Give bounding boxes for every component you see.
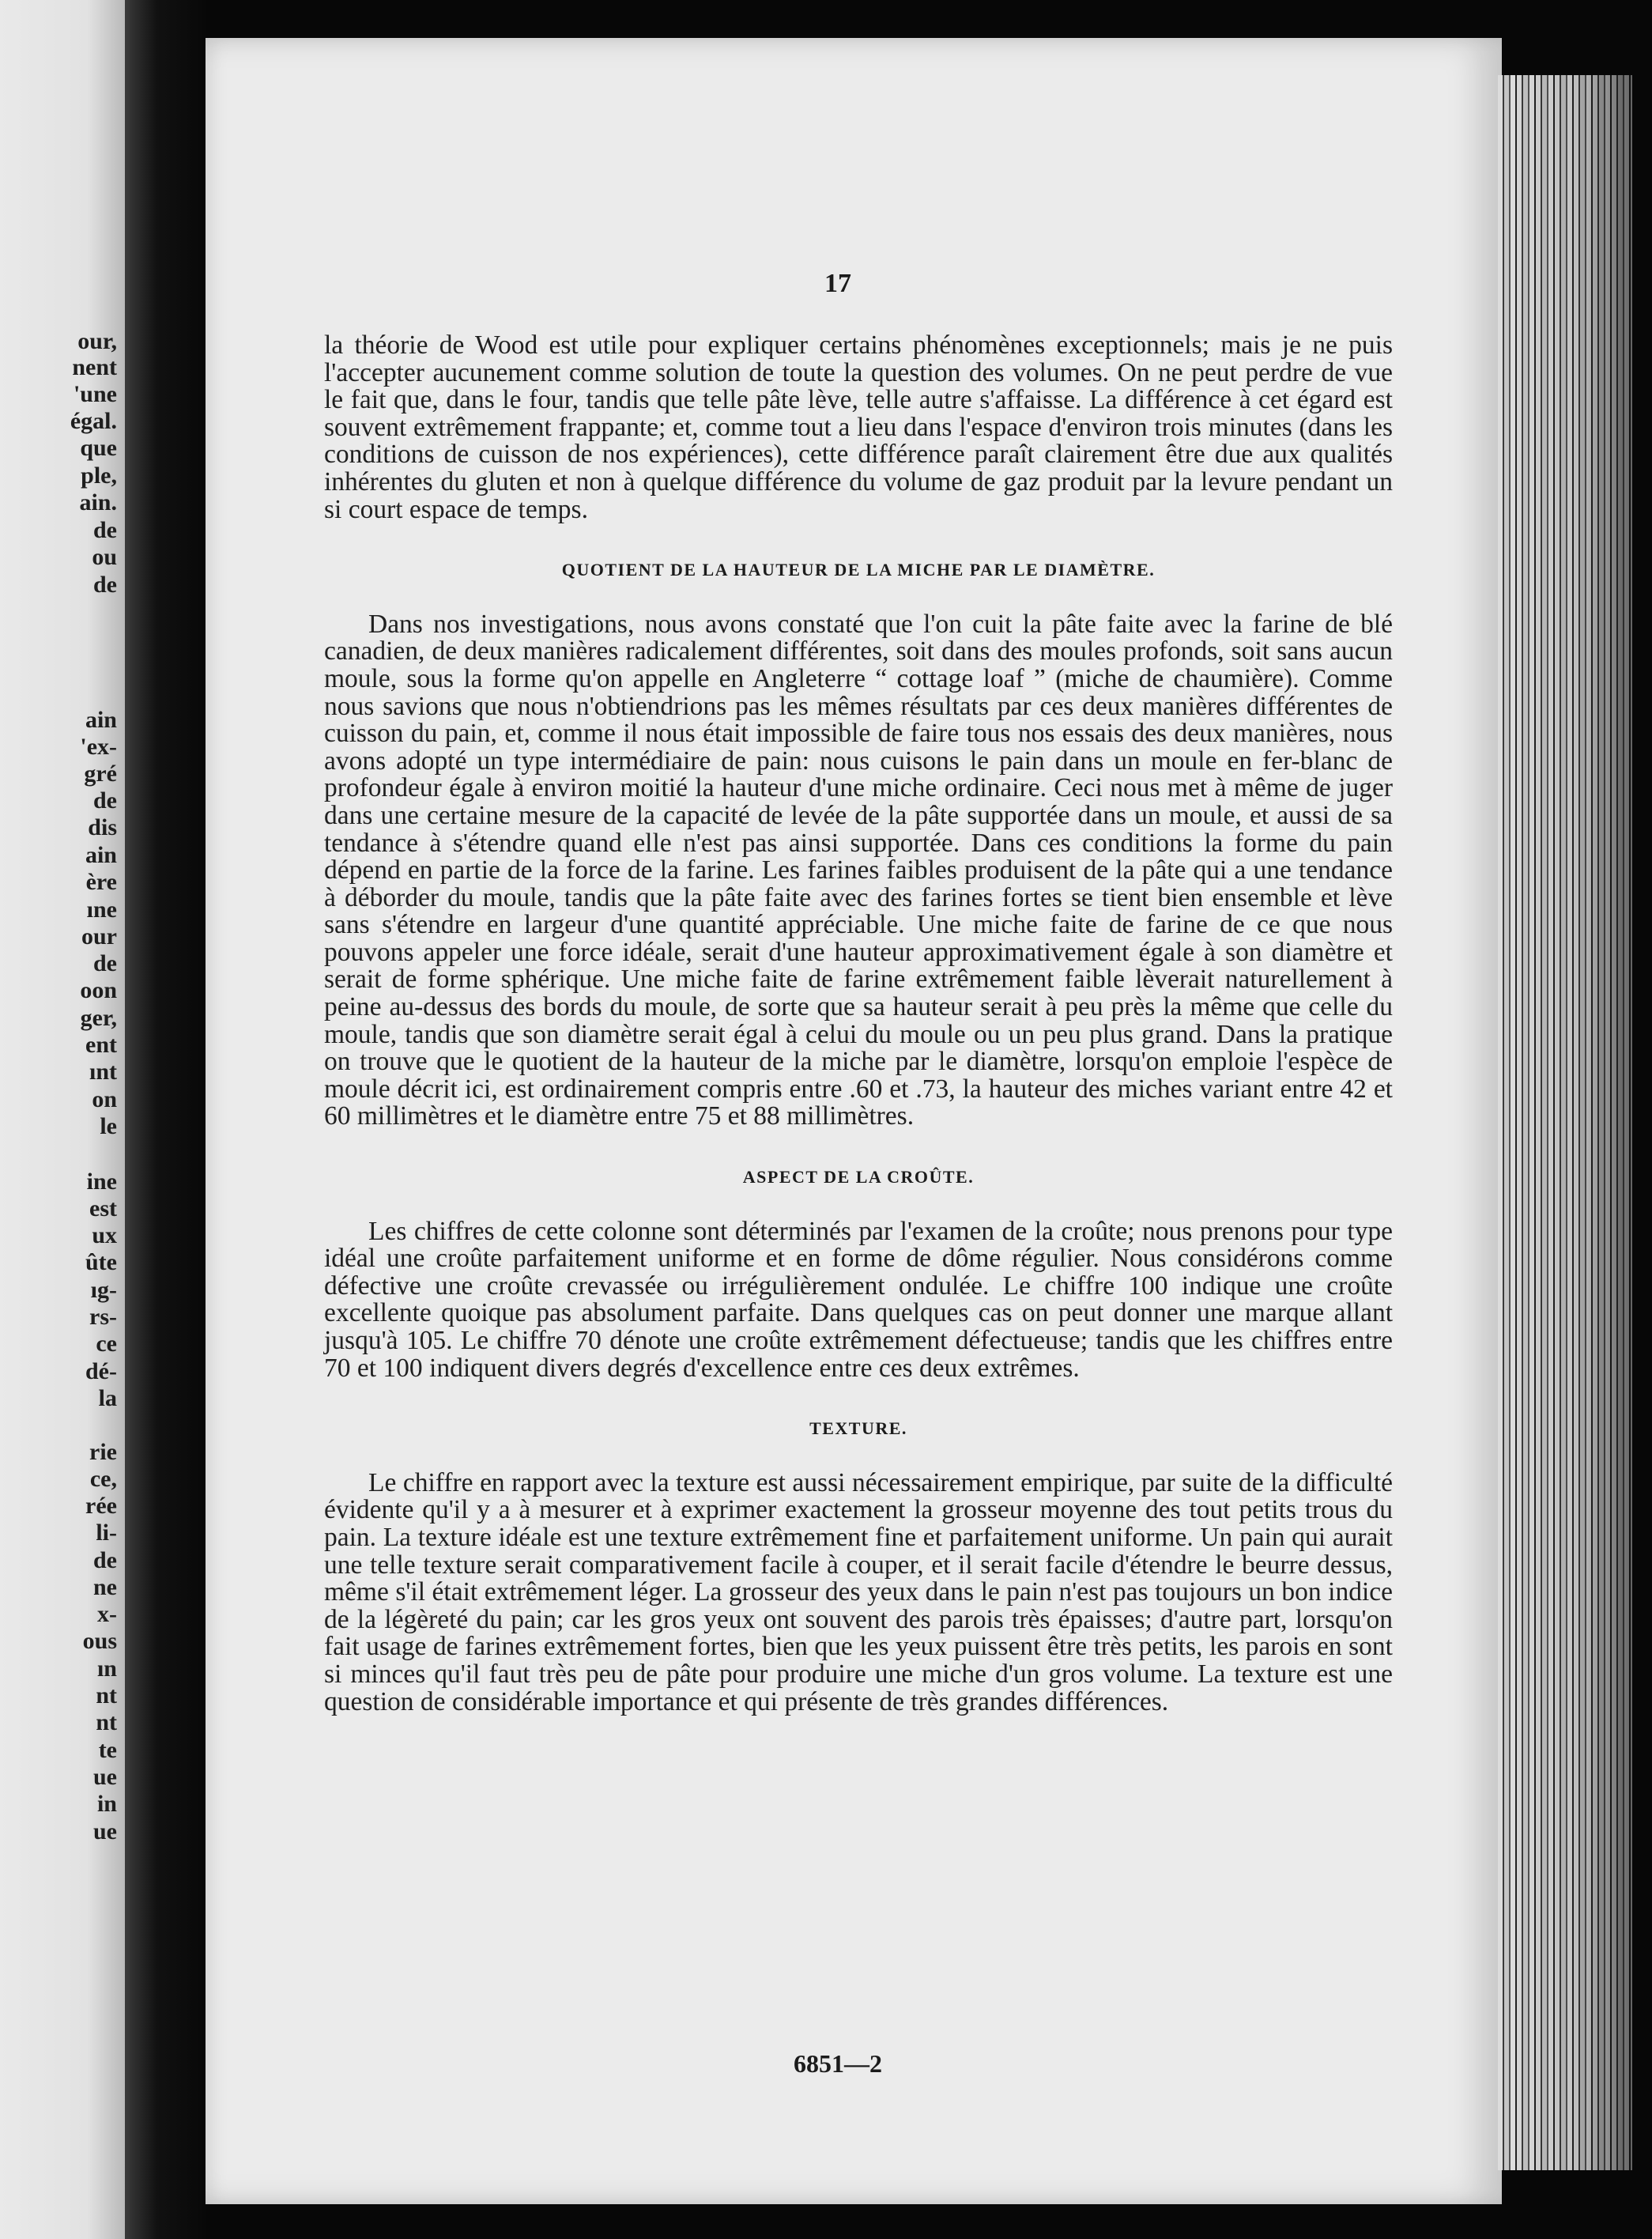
facing-page-fragment: ère — [85, 869, 117, 895]
section-heading: QUOTIENT DE LA HAUTEUR DE LA MICHE PAR LE DIAMÈTRE. — [561, 560, 1156, 580]
facing-page-fragment: our — [81, 923, 117, 950]
body-paragraph: Dans nos investigations, nous avons constaté que l'on cuit la pâte faite avec la farine de blé canadien, de deux manières radicalement différentes, soit dans des moules profonds, soit sans aucun moule, sous la forme qu'on appelle en Angleterre “ cottage loaf ” (miche de chaumière). Comme nous savions que nous n'obtiendrions pas les mêmes résultats par ces deux manières différentes de cuisson du pain, et, comme il nous était impossible de faire tous nos essais des deux manières, nous avons adopté un type intermédiaire de pain: nous cuisons le pain dans un moule en fer-blanc de profondeur égale à environ moitié la hauteur d'une miche ordinaire. Ceci nous met à même de juger dans une certaine mesure de la capacité de levée de la pâte supportée dans un moule, et aussi de sa tendance à s'étendre quand elle n'est pas ainsi supportée. Dans ces conditions la forme du pain dépend en partie de la force de la farine. Les farines faibles produisent de la pâte qui a une tendance à déborder du moule, tandis que la pâte faite avec des farines fortes se tient bien ensemble et lève sans s'étendre en largeur d'une quantité appréciable. Une miche faite de farine de ce que nous pouvons appeler une force idéale, serait d'une hauteur approximativement égale à son diamètre et serait de forme sphérique. Une miche faite de farine extrêmement faible lèverait naturellement à peine au-dessus des bords du moule, de sorte que sa hauteur serait à peu près la même que celle du moule, tandis que son diamètre serait égal à celui du moule ou un peu plus grand. Dans la pratique on trouve que le quotient de la hauteur de la miche par le diamètre, lorsqu'on emploie l'espèce de moule décrit ici, est ordinairement compris entre .60 et .73, la hauteur des miches variant entre 42 et 60 millimètres et le diamètre entre 75 et 88 millimètres. — [324, 609, 1393, 1131]
facing-page-fragment: ou — [92, 544, 117, 570]
facing-page-fragment: que — [80, 435, 117, 461]
page-body — [324, 332, 1393, 1716]
facing-page-fragment: rie — [89, 1439, 117, 1465]
facing-page-fragment: égal. — [70, 408, 117, 434]
facing-page-fragment: ce, — [89, 1466, 117, 1492]
facing-page-fragment: ue — [93, 1764, 117, 1790]
facing-page-fragment: dé- — [85, 1358, 117, 1384]
facing-page-fragment: de — [93, 950, 117, 976]
facing-page-fragment: est — [89, 1195, 117, 1221]
facing-page-fragment: x- — [97, 1601, 117, 1627]
facing-page-fragment: de — [93, 517, 117, 543]
facing-page-fragment: la — [98, 1385, 117, 1411]
facing-page-fragment: ın — [96, 1656, 117, 1682]
facing-page-fragment: 'une — [73, 381, 117, 407]
facing-page-fragment: gré — [84, 761, 117, 787]
facing-page-fragment: on — [92, 1086, 117, 1112]
facing-page-fragment: de — [93, 1547, 117, 1573]
facing-page-fragment: our, — [77, 328, 117, 354]
facing-page-fragment: te — [98, 1737, 117, 1763]
facing-page-fragment: rée — [85, 1493, 117, 1519]
facing-page-fragment: nt — [96, 1709, 117, 1735]
facing-page-fragment: le — [100, 1113, 117, 1139]
facing-page-fragment: ue — [93, 1818, 117, 1844]
page-number: 17 — [824, 269, 851, 298]
section-heading: TEXTURE. — [809, 1418, 907, 1439]
facing-page-fragment: ce — [96, 1331, 117, 1357]
facing-page-fragment: de — [93, 787, 117, 814]
facing-page-fragment: in — [96, 1791, 117, 1817]
facing-page-fragment: li- — [96, 1520, 117, 1546]
facing-page-fragment: ain — [85, 707, 117, 733]
facing-page-fragment: ıg- — [90, 1277, 117, 1303]
facing-page-fragment: ent — [85, 1032, 117, 1058]
body-paragraph: Le chiffre en rapport avec la texture est aussi nécessairement empirique, par suite de la difficulté évidente qu'il y a à mesurer et à exprimer exactement la grosseur moyenne des tout petits trous du pain. La texture idéale est une texture extrêmement fine et parfaitement uniforme. Un pain qui aurait une telle texture serait comparativement facile à couper, et il serait facile d'étendre le beurre dessus, même s'il était extrêmement léger. La grosseur des yeux dans le pain n'est pas toujours un bon indice de la légèreté du pain; car les gros yeux ont souvent des parois très épaisses; d'autre part, lorsqu'on fait usage de farines extrêmement fortes, bien que les yeux puissent être très petits, les parois en sont si minces qu'il faut très peu de pâte pour produire une miche d'un gros volume. La texture est une question de considérable importance et qui présente de très grandes différences. — [324, 1467, 1393, 1716]
facing-page-text-fragments — [0, 0, 125, 2239]
facing-page-fragment: ine — [86, 1169, 117, 1195]
facing-page-fragment: ous — [82, 1628, 117, 1654]
facing-page-fragment: ne — [93, 1574, 117, 1600]
body-paragraph: la théorie de Wood est utile pour expliquer certains phénomènes exceptionnels; mais je ne puis l'accepter aucunement comme solution de toute la question des volumes. On ne peut perdre de vue le fait que, dans le four, tandis que telle pâte lève, telle autre s'affaisse. La différence à cet égard est souvent extrêmement frappante; et, comme tout a lieu dans l'espace d'environ trois minutes (dans les conditions de cuisson de nos expériences), cette différence paraît clairement être due aux qualités inhérentes du gluten et non à quelque différence du volume de gaz produit par la levure pendant un si court espace de temps. — [324, 330, 1393, 524]
facing-page-fragment: nent — [72, 354, 117, 380]
book-gutter — [125, 0, 206, 2239]
section-heading: ASPECT DE LA CROÛTE. — [742, 1167, 975, 1187]
page-stack-shadow — [1498, 75, 1632, 2170]
facing-page-fragment: 'ex- — [80, 734, 117, 760]
signature-mark: 6851—2 — [794, 2049, 882, 2078]
facing-page-fragment: ınt — [89, 1059, 117, 1085]
facing-page-fragment: ain — [85, 842, 117, 868]
facing-page-fragment: ger, — [80, 1005, 117, 1031]
facing-page-fragment: de — [93, 572, 117, 598]
facing-page-fragment: ux — [92, 1222, 117, 1248]
facing-page-fragment: ain. — [79, 489, 117, 515]
facing-page-fragment: rs- — [89, 1304, 117, 1330]
facing-page-fragment: nt — [96, 1682, 117, 1709]
facing-page-fragment: ple, — [81, 463, 117, 489]
body-paragraph: Les chiffres de cette colonne sont déterminés par l'examen de la croûte; nous prenons pour type idéal une croûte parfaitement uniforme et en forme de dôme régulier. Nous considérons comme défective une croûte crevassée ou irrégulièrement ondulée. Le chiffre 100 indique une croûte excellente quoique pas absolument parfaite. Dans quelques cas on peut donner une marque allant jusqu'à 105. Le chiffre 70 dénote une croûte extrêmement défectueuse; tandis que les chiffres entre 70 et 100 indiquent divers degrés d'excellence entre ces deux extrêmes. — [324, 1216, 1393, 1383]
facing-page-fragment: oon — [80, 977, 117, 1003]
facing-page-fragment: ıne — [86, 897, 117, 923]
facing-page-fragment: ûte — [85, 1249, 117, 1275]
facing-page-fragment: dis — [88, 814, 117, 840]
